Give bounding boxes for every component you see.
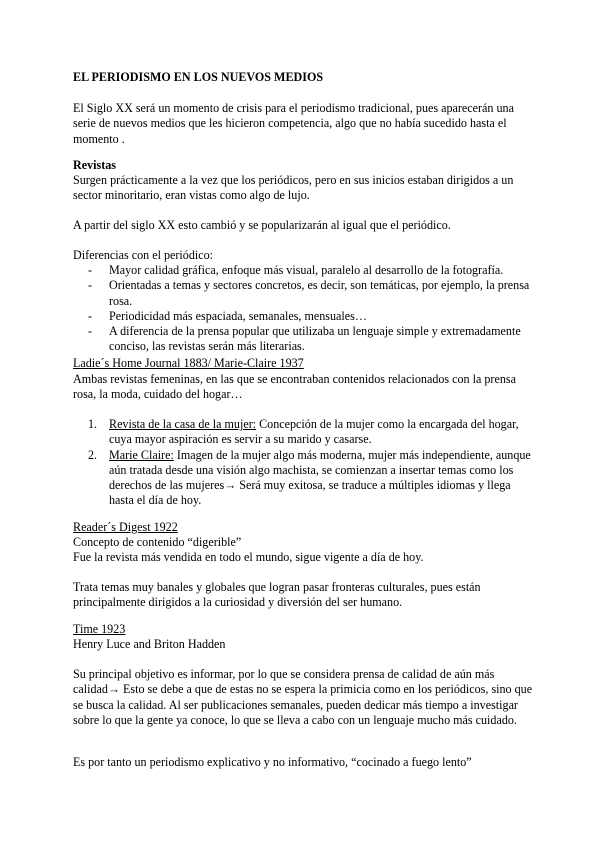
ladies-heading: Ladie´s Home Journal 1883/ Marie-Claire 1937 <box>73 356 304 370</box>
document-title: EL PERIODISMO EN LOS NUEVOS MEDIOS <box>73 70 324 84</box>
list-item-text: Orientadas a temas y sectores concretos, es decir, son temáticas, por ejemplo, la prensa rosa. <box>109 278 530 308</box>
list-item-text: Mayor calidad gráfica, enfoque más visual, paralelo al desarrollo de la fotografía. <box>109 263 504 277</box>
list-item <box>88 324 533 355</box>
item-text: Imagen de la mujer algo más moderna, mujer más independiente, aunque aún tratada desde una visión algo machista, se comienzan a insertar temas como los derechos de las mujeres→ Será muy exitosa, se traduce a múltiples idiomas y llega hasta el día de hoy. <box>109 447 531 508</box>
item-title: Revista de la casa de la mujer: <box>109 417 257 431</box>
readers-heading: Reader´s Digest 1922 <box>73 520 178 534</box>
time-heading: Time 1923 <box>73 622 126 636</box>
list-item <box>88 309 533 324</box>
ladies-description: Ambas revistas femeninas, en las que se encontraban contenidos relacionados con la prensa rosa, la moda, cuidado del hogar… <box>73 372 516 402</box>
time-paragraph-1: Su principal objetivo es informar, por lo que se considera prensa de calidad de aún más calidad→ Esto se debe a que de estas no se espera la primicia como en los periódicos, sino que se busca la calidad. Al ser publicaciones semanales, pueden dedicar más tiempo a investigar sobre lo que la gente ya conoce, lo que se lleva a cabo con un lenguaje mucho más cuidado. <box>73 667 533 727</box>
item-text: Concepción de la mujer como la encargada del hogar, cuya mayor aspiración es servir a su marido y casarse. <box>109 417 519 447</box>
diferencias-label: Diferencias con el periódico: <box>73 248 214 262</box>
revistas-paragraph-2: A partir del siglo XX esto cambió y se popularizarán al igual que el periódico. <box>73 218 451 232</box>
list-item <box>88 417 533 448</box>
dash-bullet: - <box>88 324 93 339</box>
list-item-text: Periodicidad más espaciada, semanales, mensuales… <box>109 308 367 323</box>
readers-line-1: Concepto de contenido “digerible” <box>73 535 242 549</box>
intro-paragraph: El Siglo XX será un momento de crisis para el periodismo tradicional, pues aparecerán una serie de nuevos medios que les hicieron competencia, algo que no había sucedido hasta el momento . <box>73 101 514 146</box>
list-item-text: A diferencia de la prensa popular que utilizaba un lenguaje simple y extremadamente conciso, las revistas serán más literarias. <box>109 324 521 354</box>
list-item <box>88 278 533 309</box>
dash-bullet: - <box>88 308 93 323</box>
dash-bullet: - <box>88 278 93 293</box>
item-number: 1. <box>88 417 98 431</box>
list-item <box>88 448 533 509</box>
time-founders: Henry Luce and Briton Hadden <box>73 637 226 651</box>
diferencias-list <box>88 263 533 355</box>
revistas-paragraph-1: Surgen prácticamente a la vez que los periódicos, pero en sus inicios estaban dirigidos a un sector minoritario, eran vistas como algo de lujo. <box>73 173 514 203</box>
time-paragraph-2: Es por tanto un periodismo explicativo y no informativo, “cocinado a fuego lento” <box>73 755 472 769</box>
ladies-numbered-list <box>88 417 533 509</box>
readers-line-2: Fue la revista más vendida en todo el mundo, sigue vigente a día de hoy. <box>73 550 424 564</box>
item-number: 2. <box>88 447 98 462</box>
list-item <box>88 263 533 278</box>
item-title: Marie Claire: <box>109 447 174 462</box>
dash-bullet: - <box>88 263 93 277</box>
readers-paragraph-2: Trata temas muy banales y globales que logran pasar fronteras culturales, pues están principalmente dirigidos a la curiosidad y diversión del ser humano. <box>73 580 481 610</box>
revistas-heading: Revistas <box>73 158 116 172</box>
